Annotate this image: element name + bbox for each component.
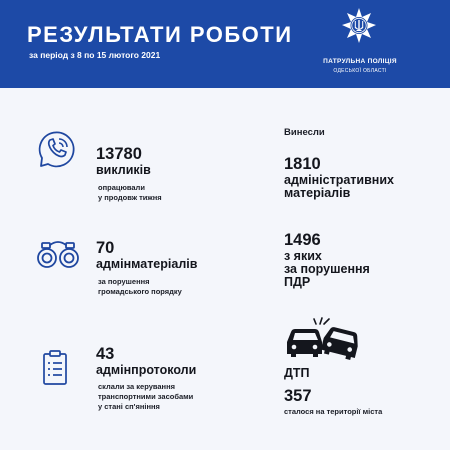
car-crash-icon (285, 316, 361, 362)
accidents-label: ДТП (284, 366, 310, 380)
admin-materials-label: адмінматеріалів (96, 257, 198, 271)
protocols-desc-2: транспортними засобами (98, 392, 194, 401)
phone-icon (36, 128, 78, 170)
issued-heading: Винесли (284, 127, 325, 138)
traffic-violations-line-3: ПДР (284, 275, 311, 289)
accidents-desc: сталося на території міста (284, 407, 383, 416)
admin-materials-value: 70 (96, 239, 115, 257)
period-subtitle: за період з 8 по 15 лютого 2021 (29, 50, 161, 60)
header-banner (0, 0, 450, 88)
document-icon (42, 350, 68, 386)
calls-label: викликів (96, 163, 151, 177)
calls-value: 13780 (96, 145, 142, 163)
admin-total-label-1: адміністративних (284, 173, 394, 187)
handcuffs-icon (36, 238, 80, 272)
admin-total-label-2: матеріалів (284, 186, 351, 200)
brand-region: ОДЕСЬКОЇ ОБЛАСТІ (333, 68, 387, 74)
protocols-desc-1: склали за керування (98, 382, 175, 391)
calls-desc-1: опрацювали (98, 183, 145, 192)
page-title: РЕЗУЛЬТАТИ РОБОТИ (27, 22, 293, 47)
admin-materials-desc-1: за порушення (98, 277, 150, 286)
admin-materials-desc-2: громадського порядку (98, 287, 182, 296)
protocols-desc-3: у стані сп'яніння (98, 402, 160, 411)
protocols-label: адмінпротоколи (96, 363, 197, 377)
brand-name: ПАТРУЛЬНА ПОЛІЦІЯ (323, 58, 397, 65)
protocols-value: 43 (96, 345, 115, 363)
traffic-violations-line-2: за порушення (284, 262, 370, 276)
calls-desc-2: у продовж тижня (98, 193, 162, 202)
police-star-emblem-icon (338, 8, 380, 54)
accidents-value: 357 (284, 387, 312, 405)
traffic-violations-value: 1496 (284, 231, 321, 249)
traffic-violations-line-1: з яких (284, 249, 322, 263)
admin-total-value: 1810 (284, 155, 321, 173)
